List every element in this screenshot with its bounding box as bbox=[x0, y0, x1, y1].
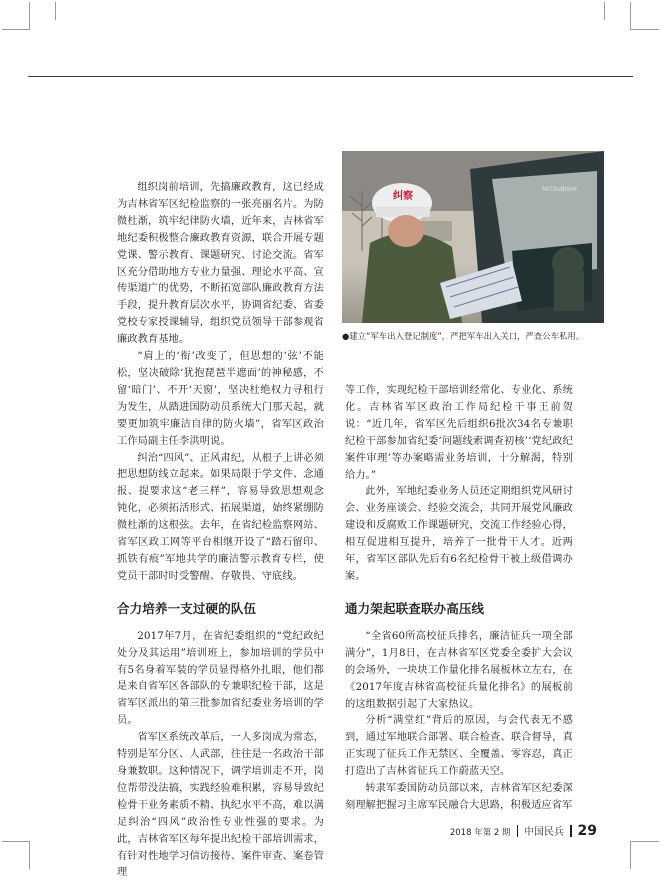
paragraph: 2017年7月，在省纪委组织的“党纪政纪处分及其运用”培训班上，参加培训的学员中有5名身着军装的学员显得格外扎眼，他们都是来自省军区各部队的专兼职纪检干部，这是省军区派出的第三批参加省纪委业务培训的学员。 bbox=[117, 630, 324, 727]
crop-mark-br-h bbox=[630, 841, 659, 842]
paragraph: “全省60所高校征兵排名，廉洁征兵一项全部满分”，1月8日，在吉林省军区党委全委扩大会议的会场外，一块块工作量化排名展板林立左右，在《2017年度吉林省高校征兵量化排名》的展板前的这组数据引起了大家热议。 bbox=[345, 630, 573, 710]
crop-mark-tr-v bbox=[630, 2, 631, 30]
paragraph: 省军区系统改革后，一人多岗成为常态，特别是军分区、人武部，往往是一名政治干部身兼数职。这种情况下，调学培训走不开，岗位帮带没法搞，实践经验难积累，容易导致纪检骨干业务素质不精、执纪水平不高，难以满足纠治“四风”政治性专业性强的要求。为此，吉林省军区每年提出纪检干部培训需求，有针对性地学习信访接待、案件审查、案卷管理 bbox=[117, 732, 324, 879]
section-heading: 合力培养一支过硬的队伍 bbox=[117, 600, 257, 616]
left-column bbox=[117, 180, 324, 882]
paragraph: 纠治“四风”、正风肃纪，从根子上讲必须把思想防线立起来。如果局限于学文件、念通报、提要求这“老三样”，容易导致思想观念钝化，必须拓活形式、拓展渠道，始终紧绷防微杜渐的这根弦。去年，在省纪检监察网站、省军区政工网等平台相继开设了“踏石留印、抓铁有痕”军地共学的廉洁警示教育专栏，使党员干部时时受警醒、存敬畏、守底线。 bbox=[117, 452, 324, 582]
paragraph: 组织岗前培训，先搞廉政教育，这已经成为吉林省军区纪检监察的一张亮丽名片。为防微杜渐，筑牢纪律防火墙，近年来，吉林省军地纪委积极整合廉政教育资源，联合开展专题党课、警示教育、课题研究、讨论交流。省军区充分借助地方专业力量强、理论水平高、宣传渠道广的优势，不断拓宽部队廉政教育方法手段，提升教育层次水平，协调省纪委、省委党校专家授课辅导，组织党员领导干部参观省廉政教育基地。 bbox=[117, 182, 324, 346]
crop-mark-tl-h bbox=[2, 29, 30, 30]
section-heading: 通力架起联查联办高压线 bbox=[345, 600, 485, 616]
crop-mark-tr-v2 bbox=[604, 2, 605, 20]
photo-caption: ●建立“军车出入登记制度”，严把军车出入关口，严查公车私用。 bbox=[342, 331, 585, 341]
crop-mark-bl-h bbox=[2, 841, 30, 842]
helmet-lettering: 纠察 bbox=[393, 191, 413, 202]
article-photo bbox=[342, 151, 604, 323]
issue-label: 2018 年第 2 期 bbox=[449, 828, 511, 838]
header-rule bbox=[28, 76, 633, 77]
paragraph: “肩上的‘衔’改变了，但思想的‘弦’不能松，坚决破除‘犹抱琵琶半遮面’的神秘感，不留‘暗门’、不开‘天窗’，坚决杜绝权力寻租行为发生，从踏进国防动员系统大门那天起，就要更加筑牢廉洁自律的防火墙”，省军区政治工作局副主任李洪明说。 bbox=[117, 351, 324, 447]
footer-divider bbox=[570, 825, 572, 837]
crop-mark-tl-v bbox=[29, 2, 30, 30]
crop-mark-bl-v bbox=[29, 841, 30, 869]
crop-mark-br-v bbox=[630, 841, 631, 869]
paragraph: 此外，军地纪委业务人员还定期组织党风研讨会、业务座谈会、经验交流会，共同开展党风廉政建设和反腐败工作课题研究，交流工作经验心得，相互促进相互提升，培养了一批骨干人才。近两年，省军区部队先后有6名纪检骨干被上级借调办案。 bbox=[345, 486, 573, 582]
crop-mark-tl-v2 bbox=[55, 2, 56, 20]
right-column bbox=[345, 383, 573, 815]
crop-mark-tr-h bbox=[630, 29, 659, 30]
page-footer bbox=[450, 823, 597, 839]
paragraph: 分析“满堂红”背后的原因，与会代表无不感到，通过军地联合部署、联合检查、联合督导，真正实现了征兵工作无禁区、全覆盖、零容忍，真正打造出了吉林省征兵工作蔚蓝天空。 bbox=[345, 715, 573, 778]
page-number: 29 bbox=[577, 823, 597, 839]
paragraph: 等工作，实现纪检干部培训经常化、专业化、系统化。吉林省军区政治工作局纪检干事王前贺说：“近几年，省军区先后组织6批次34名专兼职纪检干部参加省纪委‘问题线索调查初核’‘党纪政纪案件审理’等办案略需业务培训，十分解渴，特别给力。” bbox=[345, 385, 573, 481]
footer-divider bbox=[517, 825, 519, 837]
paragraph: 转隶军委国防动员部以来，吉林省军区纪委深刻理解把握习主席军民融合大思路，积极适应省军 bbox=[345, 783, 573, 811]
vehicle-brand-text: MITSUBISHI bbox=[542, 186, 577, 193]
photo-illustration bbox=[342, 151, 604, 323]
magazine-name: 中国民兵 bbox=[524, 827, 565, 838]
